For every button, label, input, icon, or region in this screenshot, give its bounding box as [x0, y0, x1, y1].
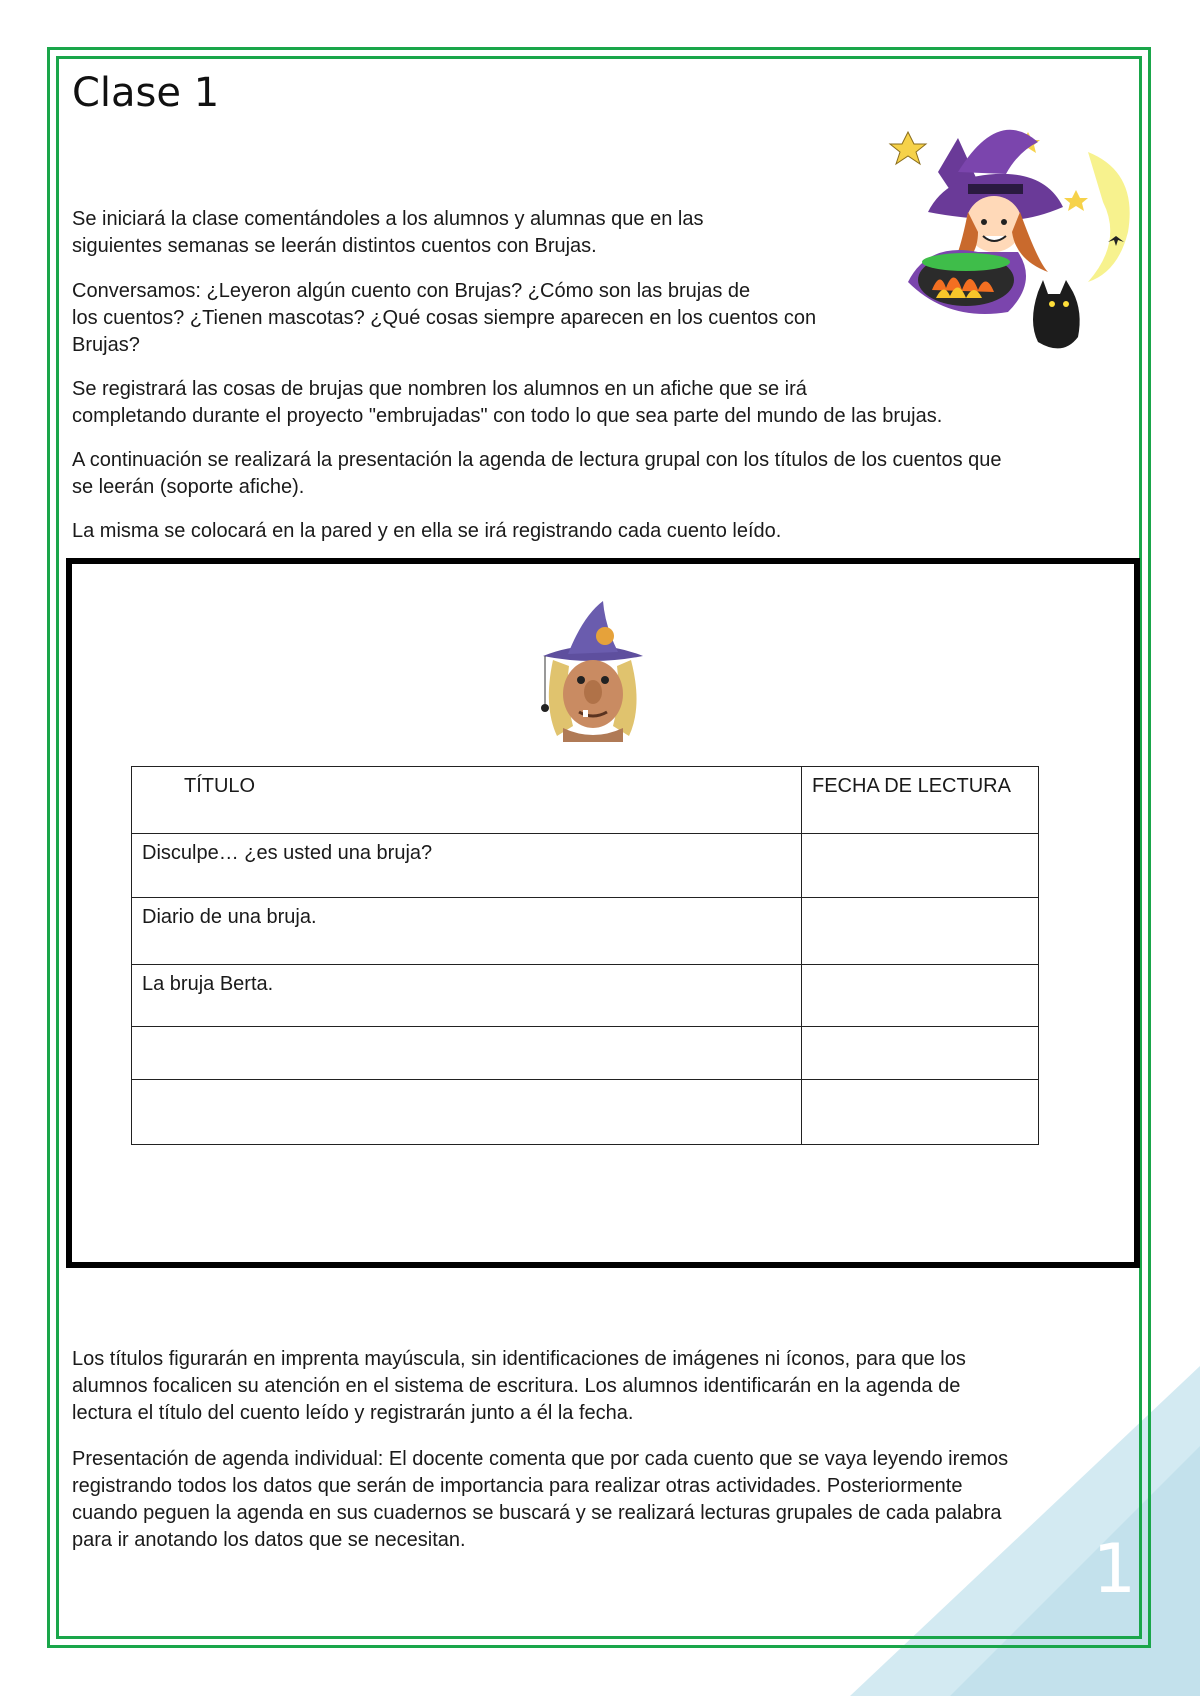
witch-cauldron-illustration	[888, 112, 1150, 370]
intro-paragraph-1: Se iniciará la clase comentándoles a los alumnos y alumnas que en las siguientes semanas se leerán distintos cuentos con Brujas.	[72, 208, 704, 257]
closing-paragraph-1: Los títulos figurarán en imprenta mayúscula, sin identificaciones de imágenes ni íconos, para que los alumnos focalicen su atención en el sistema de escritura. Los alumnos identificarán en la agenda de lectura el título del cuento leído y registrarán junto a él la fecha.	[72, 1348, 966, 1424]
intro-paragraph-3: Se registrará las cosas de brujas que nombren los alumnos en un afiche que se irá completando durante el proyecto "embrujadas" con todo lo que sea parte del mundo de las brujas.	[72, 378, 943, 427]
table-row	[132, 1080, 1039, 1145]
intro-paragraph-2: Conversamos: ¿Leyeron algún cuento con Brujas? ¿Cómo son las brujas de los cuentos? ¿Tienen mascotas? ¿Qué cosas siempre aparecen en los cuentos con Brujas?	[72, 280, 817, 356]
small-witch-illustration	[513, 596, 671, 748]
table-row	[132, 965, 1039, 1027]
table-row	[132, 898, 1039, 965]
row-title-cell: Disculpe… ¿es usted una bruja?	[132, 834, 802, 898]
header-title: TÍTULO	[132, 767, 802, 834]
row-date-cell	[802, 898, 1039, 965]
row-date-cell	[802, 965, 1039, 1027]
intro-paragraph-4: A continuación se realizará la presentación la agenda de lectura grupal con los títulos de los cuentos que se leerán (soporte afiche).	[72, 449, 1002, 498]
row-date-cell	[802, 1080, 1039, 1145]
table-row	[132, 834, 1039, 898]
closing-paragraph-2: Presentación de agenda individual: El docente comenta que por cada cuento que se vaya leyendo iremos registrando todos los datos que serán de importancia para realizar otras actividades. Posteriormente cuando peguen la agenda en sus cuadernos se buscará y se realizará lecturas grupales de cada palabra para ir anotando los datos que se necesitan.	[72, 1448, 1009, 1551]
intro-paragraph-5: La misma se colocará en la pared y en ella se irá registrando cada cuento leído.	[72, 520, 782, 542]
header-reading-date: FECHA DE LECTURA	[802, 767, 1039, 834]
page-title: Clase 1	[72, 70, 220, 116]
row-title-cell: Diario de una bruja.	[132, 898, 802, 965]
table-row	[132, 1027, 1039, 1080]
row-title-cell: La bruja Berta.	[132, 965, 802, 1027]
row-title-cell	[132, 1027, 802, 1080]
reading-agenda-table	[131, 766, 1039, 1145]
row-date-cell	[802, 1027, 1039, 1080]
row-title-cell	[132, 1080, 802, 1145]
row-date-cell	[802, 834, 1039, 898]
page-number: 1	[1092, 1530, 1136, 1609]
table-header-row	[132, 767, 1039, 834]
